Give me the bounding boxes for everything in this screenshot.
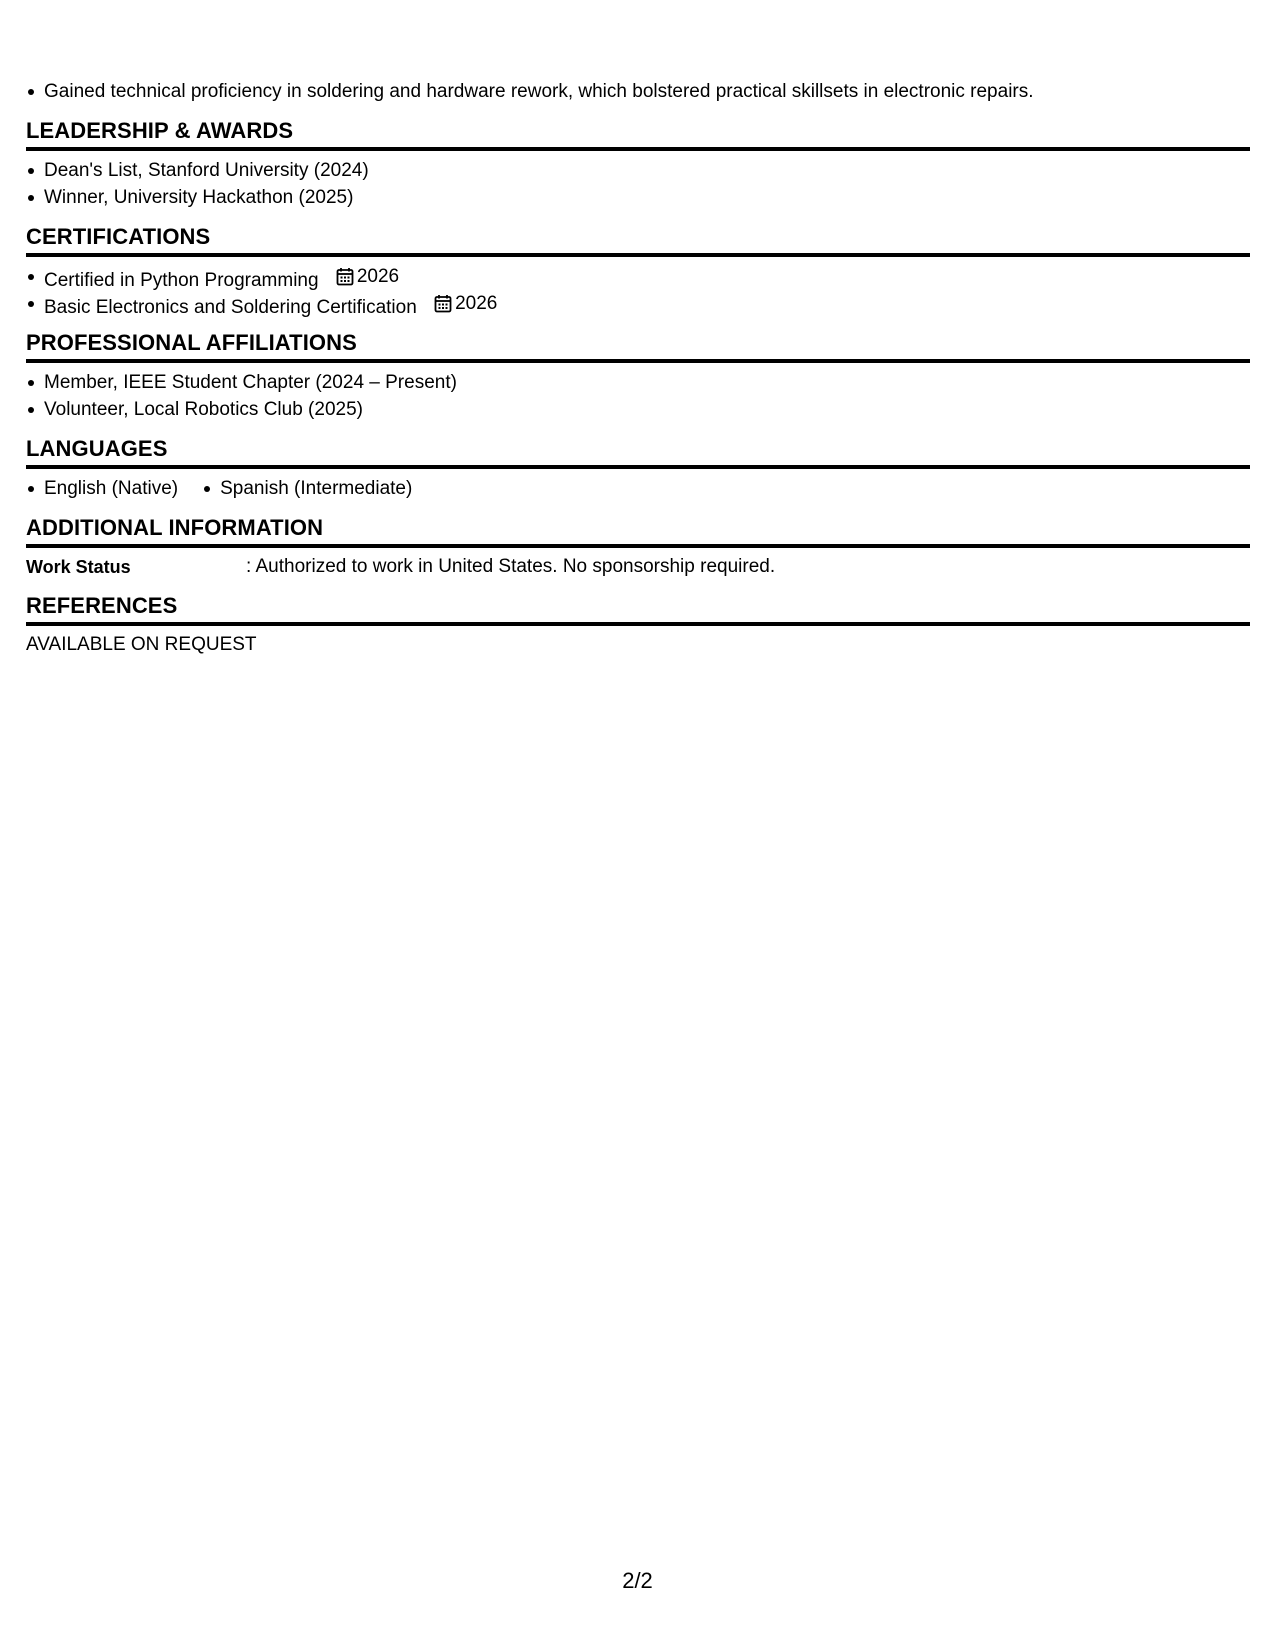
affiliations-section — [26, 329, 1250, 423]
calendar-icon — [336, 267, 354, 286]
section-heading: CERTIFICATIONS — [26, 223, 1250, 257]
certifications-section — [26, 223, 1250, 317]
languages-section — [26, 435, 1250, 502]
section-heading: LANGUAGES — [26, 435, 1250, 469]
date-text: 2026 — [356, 266, 400, 287]
list-item: Spanish (Intermediate) — [202, 475, 412, 502]
list-item: Gained technical proficiency in soldering and hardware rework, which bolstered practical skillsets in electronic repairs. — [26, 78, 1250, 105]
list-item — [26, 290, 1250, 317]
calendar-icon — [434, 294, 452, 313]
additional-info-section — [26, 514, 1250, 580]
work-status-row — [26, 554, 1250, 580]
list-item — [26, 263, 1250, 290]
certification-date — [336, 263, 399, 290]
leadership-section — [26, 117, 1250, 211]
resume-page — [26, 78, 1250, 658]
list-item: Dean's List, Stanford University (2024) — [26, 157, 1250, 184]
section-heading: ADDITIONAL INFORMATION — [26, 514, 1250, 548]
certification-name: Basic Electronics and Soldering Certification — [44, 297, 417, 318]
affiliations-list — [26, 369, 1250, 423]
references-section — [26, 592, 1250, 658]
list-item: Member, IEEE Student Chapter (2024 – Present) — [26, 369, 1250, 396]
work-status-value: : Authorized to work in United States. No sponsorship required. — [246, 556, 776, 577]
languages-list — [26, 475, 1250, 502]
certifications-list — [26, 263, 1250, 317]
certification-name: Certified in Python Programming — [44, 270, 319, 291]
list-item: Winner, University Hackathon (2025) — [26, 184, 1250, 211]
work-status-label: Work Status — [26, 557, 131, 577]
section-heading: LEADERSHIP & AWARDS — [26, 117, 1250, 151]
section-heading: PROFESSIONAL AFFILIATIONS — [26, 329, 1250, 363]
section-heading: REFERENCES — [26, 592, 1250, 626]
references-text: AVAILABLE ON REQUEST — [26, 634, 257, 655]
list-item: English (Native) — [26, 475, 178, 502]
leadership-list — [26, 157, 1250, 211]
page-number: 2/2 — [622, 1568, 653, 1593]
certification-date — [434, 290, 497, 317]
list-item: Volunteer, Local Robotics Club (2025) — [26, 396, 1250, 423]
date-text: 2026 — [455, 293, 498, 314]
experience-carryover-list — [26, 78, 1250, 105]
